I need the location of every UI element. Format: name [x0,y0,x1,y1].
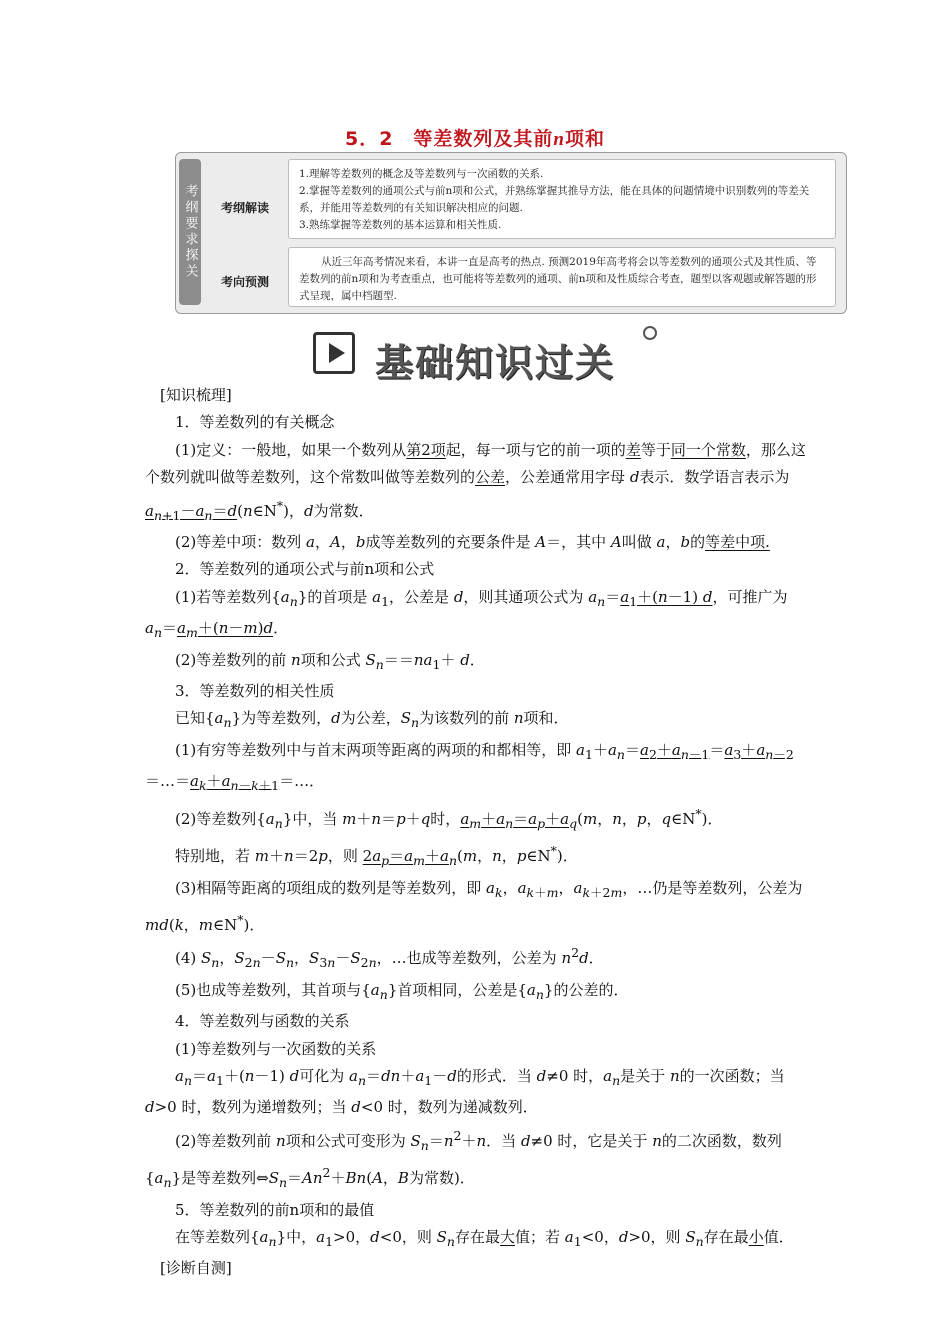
side-label: 考纲要求探关 [179,159,201,305]
heading-3: 3．等差数列的相关性质 [175,682,335,701]
section-banner [313,330,673,385]
section-label: [诊断自测] [160,1259,232,1278]
para: 特别地，若 m＋n＝2p，则 $2a_p=a_m+a_n(m$，n，p∈N*)． [175,843,578,869]
para: (2)等差数列的前 n项和公式 $S_n==na_1+ d$． [175,650,485,672]
para: 已知$\{a_n\}$为等差数列，d为公差，$S_n$为该数列的前 n项和． [175,709,569,731]
para: $a_n=a_1+(n-1)$ d可化为 $a_n=dn+a_1-d$的形式．当 d≠0 时，$a_n$是关于 n的一次函数；当 d>0 时，数列为递增数列；当 d<0 时，数列为递减数列． [145,1066,785,1117]
para: (5)也成等差数列，其首项与$\{a_n\}$首项相同，公差是$\{a_n\}$的公差的． [175,980,629,1002]
para: (4) $S_n$，$S_{2n}-S_n$，$S_{3n}-S_{2n}$，…也成等差数列，公差为 $n^2d$． [175,945,604,971]
para: (2)等差数列前 n项和公式可变形为 $S_n=n^2+n$．当 d≠0 时，它是关于 n的二次函数，数列$\{a_n\}$是等差数列$\Leftrightarrow S_n=An^2+Bn(A$，B为常数)． [145,1127,782,1191]
heading-4: 4．等差数列与函数的关系 [175,1012,350,1031]
heading-2: 2．等差数列的通项公式与前n项和公式 [175,560,435,579]
para: (1)等差数列与一次函数的关系 [175,1039,377,1058]
forecast-text: 从近三年高考情况来看，本讲一直是高考的热点. 预测2019年高考将会以等差数列的通项公式及其性质、等差数列的前n项和为考查重点，也可能将等差数列的通项、前n项和及性质综合考查，题型以客观题或解答题的形式呈现，属中档题型. [288,247,836,307]
knowledge-content [145,382,807,1283]
syllabus-text: 1.理解等差数列的概念及等差数列与一次函数的关系. 2.掌握等差数列的通项公式与前n项和公式，并熟练掌握其推导方法，能在具体的问题情境中识别数列的等差关系，并能用等差数列的有关知识解决相应的问题. 3.熟练掌握等差数列的基本运算和相关性质. [288,159,836,239]
banner-title: 基础知识过关 [375,341,616,385]
section-label: [知识梳理] [160,386,232,404]
para: (1)定义：一般地，如果一个数列从第2项起，每一项与它的前一项的差等于同一个常数，那么这个数列就叫做等差数列，这个常数叫做等差数列的公差，公差通常用字母 d表示．数学语言表示为$a_{n+1}-a_n=d(n\in N^*)$，d为常数． [145,440,806,523]
row-label-syllabus: 考纲解读 [220,201,269,215]
para: 在等差数列$\{a_n\}$中，$a_1>0$，d<0，则 $S_n$存在最大值；若 $a_1<0$，d>0，则 $S_n$存在最小值． [175,1227,794,1249]
heading-5: 5．等差数列的前n项和的最值 [175,1200,375,1219]
play-icon [313,332,355,374]
page-title: 5．2 等差数列及其前n项和 [344,128,606,150]
row-label-forecast: 考向预测 [220,275,269,289]
para: (1)有穷等差数列中与首末两项等距离的两项的和都相等，即 $a_1+a_n=a_2+a_{n-1}=a_3+a_{n-2}=\dots=a_k+a_{n-k+1}=\dots$． [145,740,794,794]
para: (2)等差中项：数列 a，A，b成等差数列的充要条件是 A＝，其中 A叫做 a，b的等差中项. [175,533,770,552]
para: (3)相隔等距离的项组成的数列是等差数列，即 $a_k$，$a_{k+m}$，$a_{k+2m}$，…仍是等差数列，公差为 md(k，m∈N*)． [145,878,803,934]
gear-icon [643,326,657,340]
para: (1)若等差数列$\{a_n\}$的首项是 $a_1$，公差是 d，则其通项公式为 $a_n=a_1+(n-1)$ d，可推广为 $a_n=a_m+(n-m)d$． [145,587,788,641]
para: (2)等差数列$\{a_n\}$中，当 m＋n＝p＋q时，$a_m+a_n=a_p+a_q(m$，n，p，q∈N*)． [175,805,723,831]
heading-1: 1．等差数列的有关概念 [175,413,335,432]
exam-requirements-box [175,152,847,314]
